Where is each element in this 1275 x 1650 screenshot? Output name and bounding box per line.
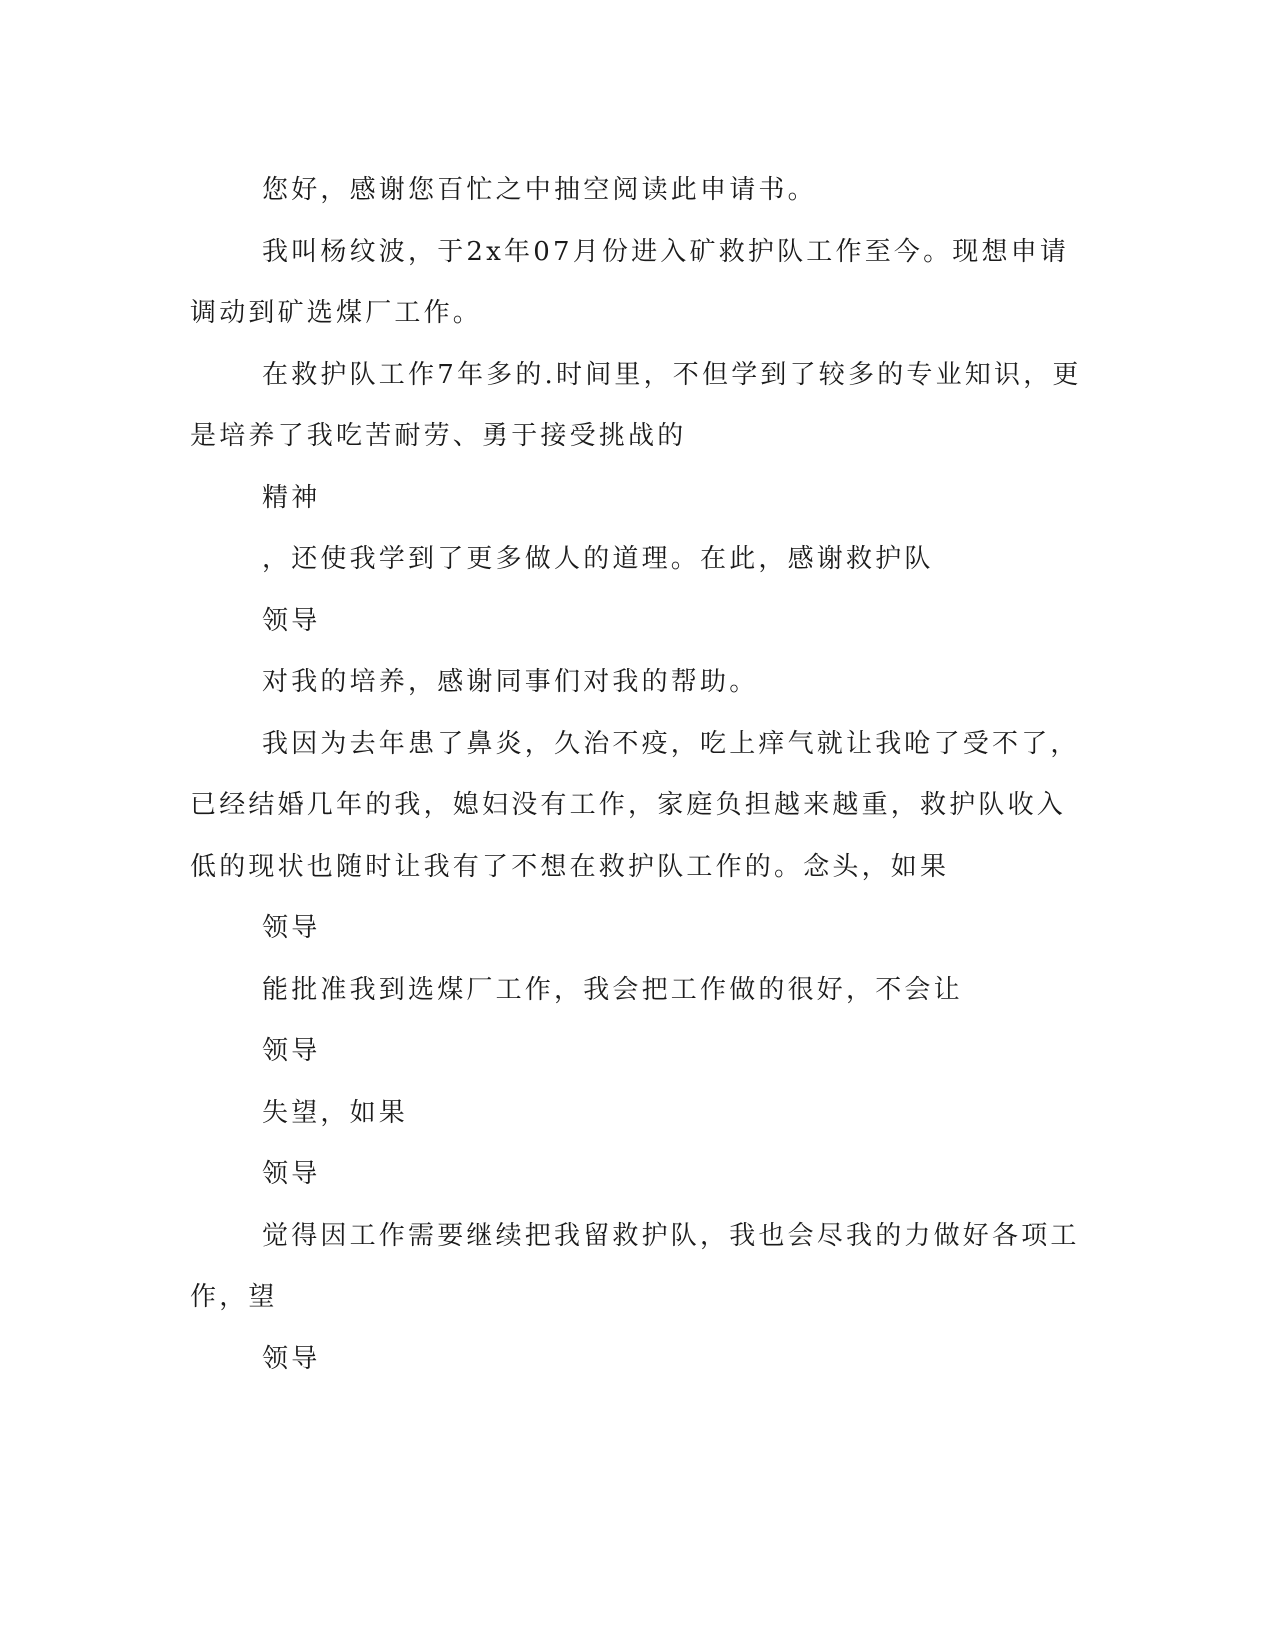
paragraph-greeting: 您好，感谢您百忙之中抽空阅读此申请书。 xyxy=(262,175,817,205)
paragraph-fragment-leader: 领导 xyxy=(262,1036,321,1066)
paragraph-fragment-leader: 领导 xyxy=(262,1343,321,1374)
paragraph-reason: 我因为去年患了鼻炎，久治不疫，吃上痒气就让我呛了受不了，已经结婚几年的我，媳妇没有工作，家庭负担越来越重，救护队收入低的现状也随时让我有了不想在救护队工作的。念头，如果 xyxy=(190,728,1080,882)
paragraph-alternative: 觉得因工作需要继续把我留救护队，我也会尽我的力做好各项工作，望 xyxy=(190,1220,1080,1312)
paragraph-experience: 在救护队工作7年多的.时间里，不但学到了较多的专业知识，更是培养了我吃苦耐劳、勇于接受挑战的 xyxy=(190,359,1082,451)
paragraph-fragment-leader: 领导 xyxy=(262,1159,321,1189)
paragraph-promise: 能批准我到选煤厂工作，我会把工作做的很好，不会让 xyxy=(262,974,963,1005)
paragraph-fragment-leader: 领导 xyxy=(262,913,321,943)
paragraph-fragment-leader: 领导 xyxy=(262,605,321,636)
paragraph-lessons: ，还使我学到了更多做人的道理。在此，感谢救护队 xyxy=(262,544,934,574)
paragraph-fragment-spirit: 精神 xyxy=(262,482,321,513)
paragraph-intro: 我叫杨纹波，于2x年07月份进入矿救护队工作至今。现想申请调动到矿选煤厂工作。 xyxy=(190,236,1070,328)
letter-body xyxy=(190,160,1090,1390)
paragraph-disappoint: 失望，如果 xyxy=(262,1097,409,1128)
paragraph-thanks: 对我的培养，感谢同事们对我的帮助。 xyxy=(262,667,759,697)
